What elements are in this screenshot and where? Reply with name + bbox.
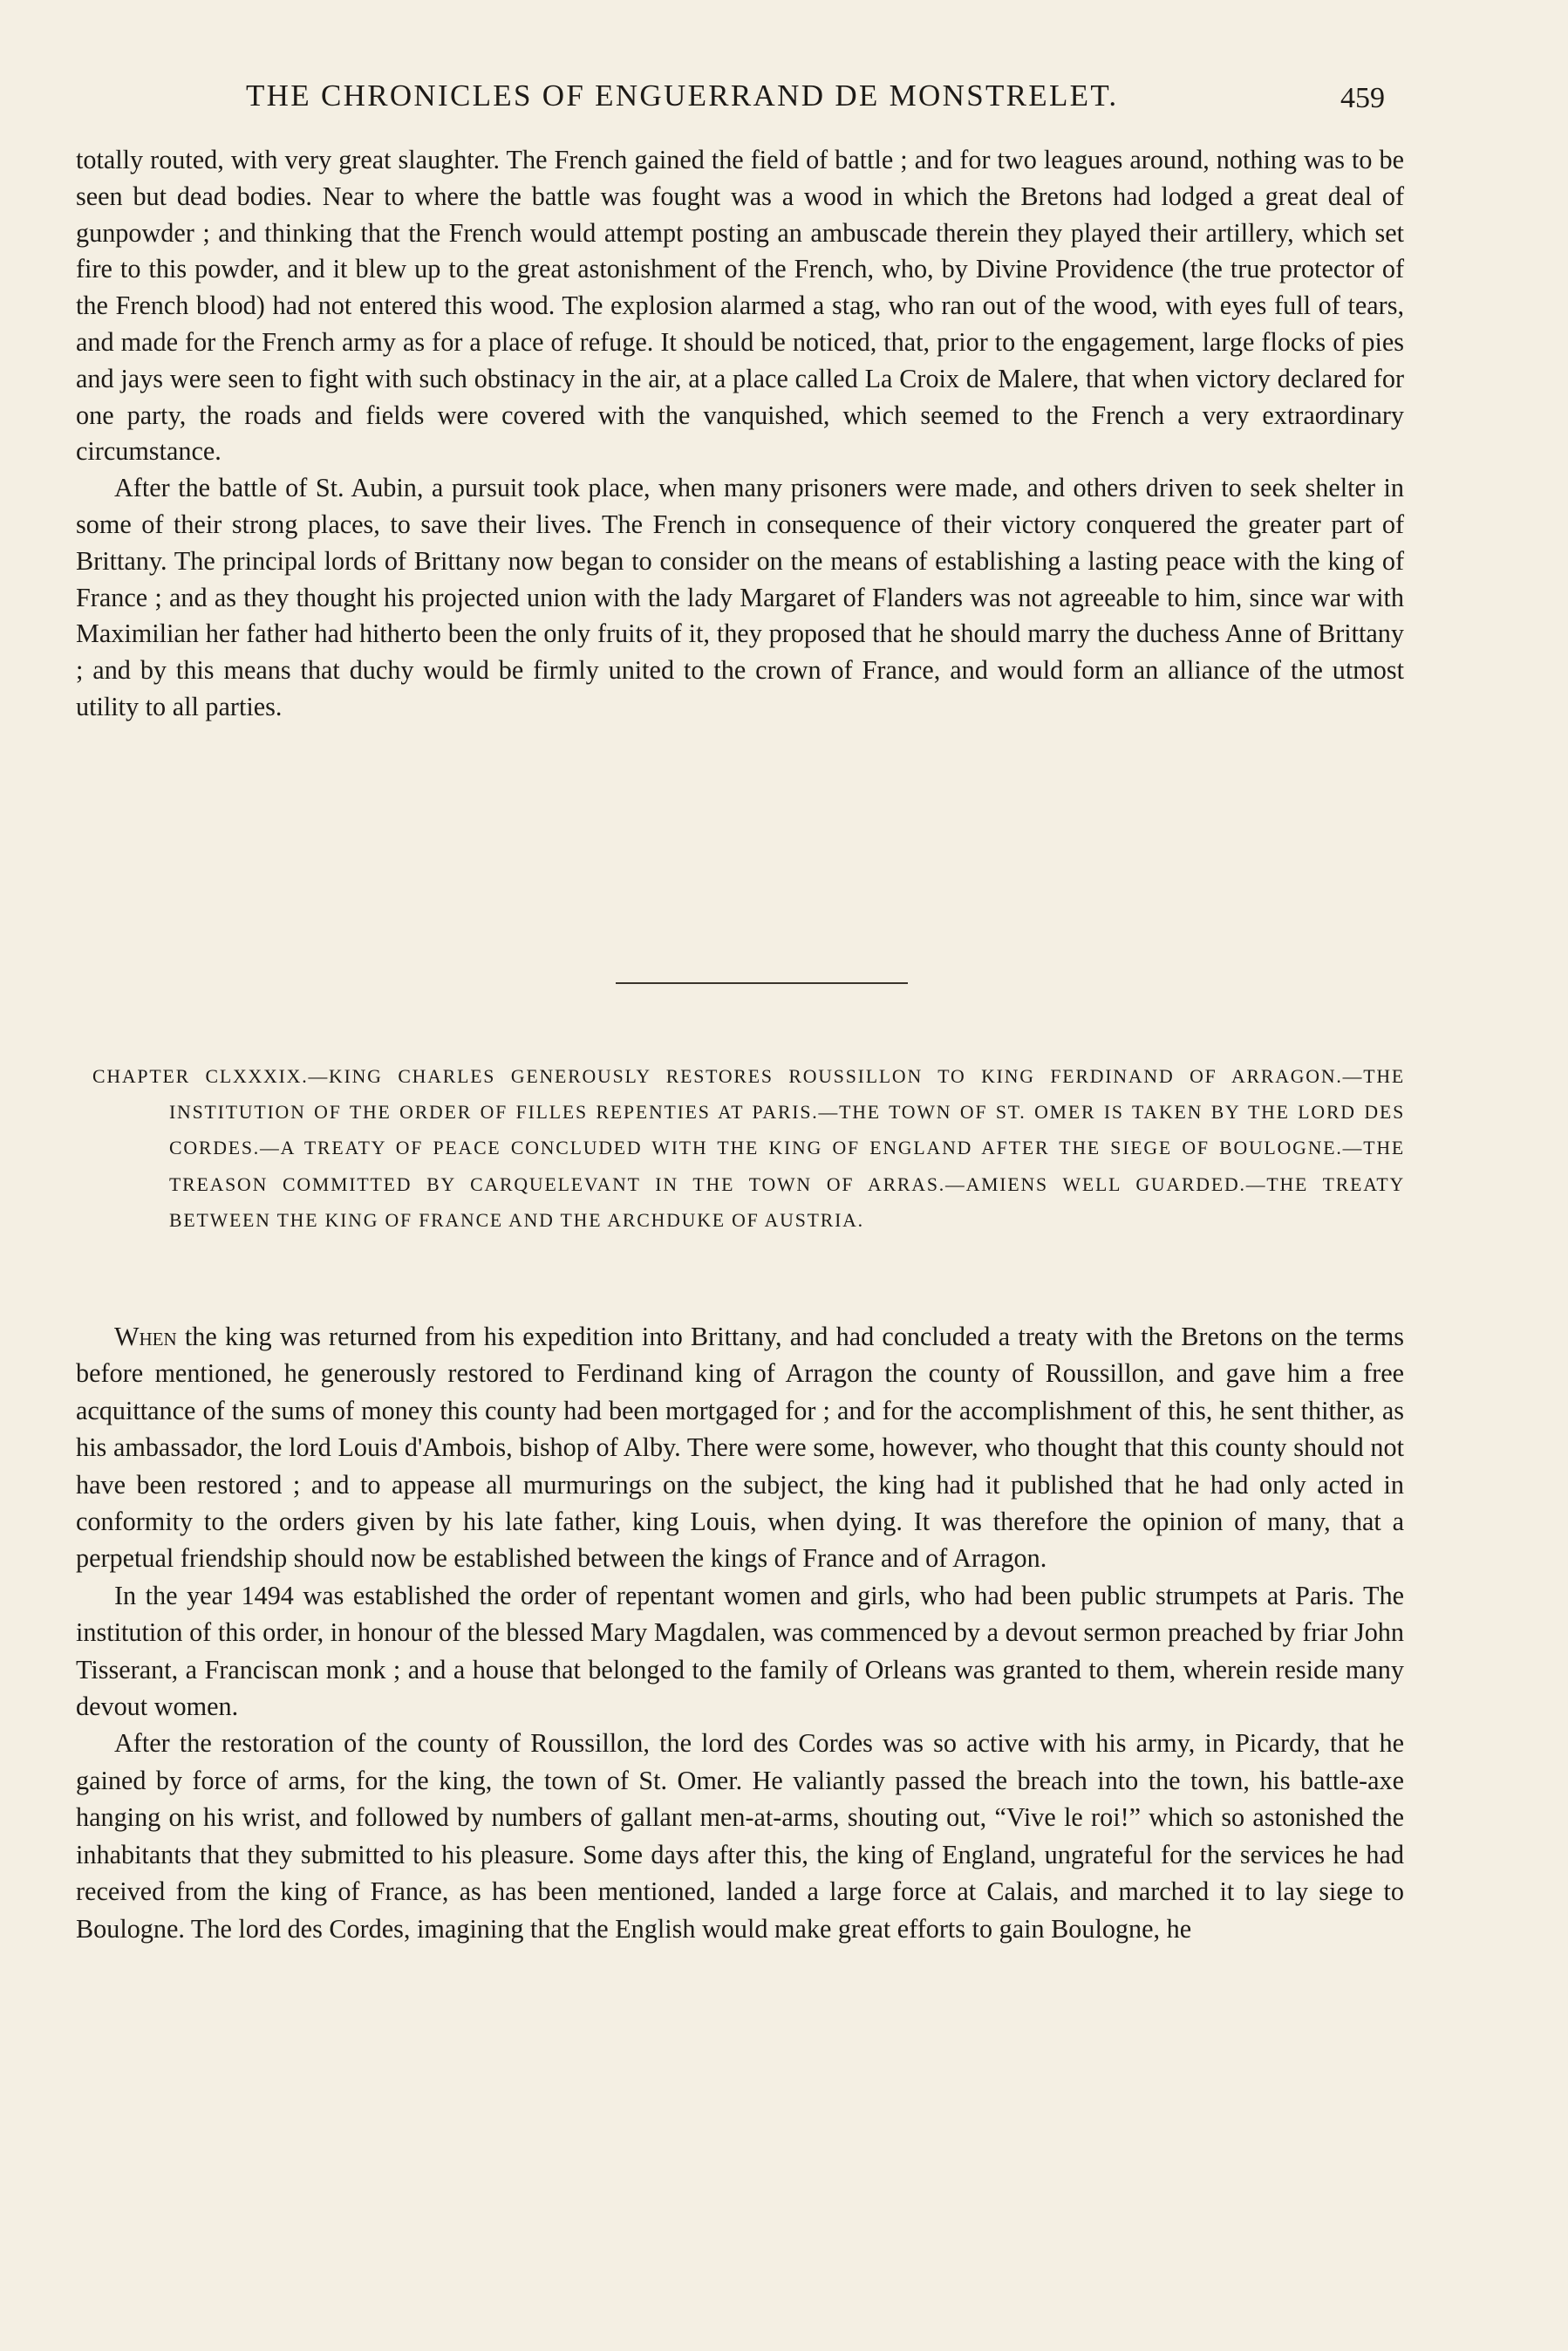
chapter-text [76, 1318, 1404, 1947]
paragraph: In the year 1494 was established the order of repentant women and girls, who had been public strumpets at Paris. The institution of this order, in honour of the blessed Mary Magdalen, was commenced by a devout sermon preached by friar John Tisserant, a Franciscan monk ; and a house that belonged to the family of Orleans was granted to them, wherein reside many devout women. [76, 1580, 1404, 1722]
drop-word: When [114, 1322, 177, 1351]
running-head [0, 79, 1568, 122]
paragraph-rest: the king was returned from his expedition into Brittany, and had concluded a treaty with the Bretons on the terms before mentioned, he generously restored to Ferdinand king of Arragon the county of Roussillon, and gave him a free acquittance of the sums of money this county had been mortgaged for ; and for the accomplishment of this, he sent thither, as his ambassador, the lord Louis d'Ambois, bishop of Alby. There were some, however, who thought that this county should not have been restored ; and to appease all murmurings on the subject, the king had it published that he had only acted in conformity to the orders given by his late father, king Louis, when dying. It was therefore the opinion of many, that a perpetual friendship should now be established between the kings of France and of Arragon. [76, 1322, 1404, 1574]
paragraph: After the battle of St. Aubin, a pursuit took place, when many prisoners were made, and others driven to seek shelter in some of their strong places, to save their lives. The French in consequence of their victory conquered the greater part of Brittany. The principal lords of Brittany now began to consider on the means of establishing a lasting peace with the king of France ; and as they thought his projected union with the lady Margaret of Flanders was not agreeable to him, since war with Maximilian her father had hitherto been the only fruits of it, they proposed that he should marry the duchess Anne of Brittany ; and by this means that duchy would be firmly united to the crown of France, and would form an alliance of the utmost utility to all parties. [76, 473, 1404, 721]
chapter-heading: CHAPTER CLXXXIX.—KING CHARLES GENEROUSLY RESTORES ROUSSILLON TO KING FERDINAND OF ARRAGON.—THE INSTITUTION OF THE ORDER OF FILLES REPENTIES AT PARIS.—THE TOWN OF ST. OMER IS TAKEN BY THE LORD DES CORDES.—A TREATY OF PEACE CONCLUDED WITH THE KING OF ENGLAND AFTER THE SIEGE OF BOULOGNE.—THE TREASON COMMITTED BY CARQUELEVANT IN THE TOWN OF ARRAS.—AMIENS WELL GUARDED.—THE TREATY BETWEEN THE KING OF FRANCE AND THE ARCHDUKE OF AUSTRIA. [92, 1066, 1405, 1231]
section-divider [616, 982, 908, 984]
page-header-title: THE CHRONICLES OF ENGUERRAND DE MONSTRELET. [246, 79, 1119, 113]
paragraph [76, 1318, 1404, 1577]
section-one-text [76, 142, 1404, 726]
paragraph: After the restoration of the county of Roussillon, the lord des Cordes was so active with his army, in Picardy, that he gained by force of arms, for the king, the town of St. Omer. He valiantly passed the breach into the town, his battle-axe hanging on his wrist, and followed by numbers of gallant men-at-arms, shouting out, “Vive le roi!” which so astonished the inhabitants that they submitted to his pleasure. Some days after this, the king of England, ungrateful for the services he had received from the king of France, as has been mentioned, landed a large force at Calais, and marched it to lay siege to Boulogne. The lord des Cordes, imagining that the English would make great efforts to gain Boulogne, he [76, 1728, 1404, 1944]
paragraph: totally routed, with very great slaughter. The French gained the field of battle ; and for two leagues around, nothing was to be seen but dead bodies. Near to where the battle was fought was a wood in which the Bretons had lodged a great deal of gunpowder ; and thinking that the French would attempt posting an ambuscade therein they played their artillery, which set fire to this powder, and it blew up to the great astonishment of the French, who, by Divine Providence (the true protector of the French blood) had not entered this wood. The explosion alarmed a stag, who ran out of the wood, with eyes full of tears, and made for the French army as for a place of refuge. It should be noticed, that, prior to the engagement, large flocks of pies and jays were seen to fight with such obstinacy in the air, at a place called La Croix de Malere, that when victory declared for one party, the roads and fields were covered with the vanquished, which seemed to the French a very extraordinary circumstance. [76, 145, 1404, 467]
page-number: 459 [1340, 82, 1385, 114]
